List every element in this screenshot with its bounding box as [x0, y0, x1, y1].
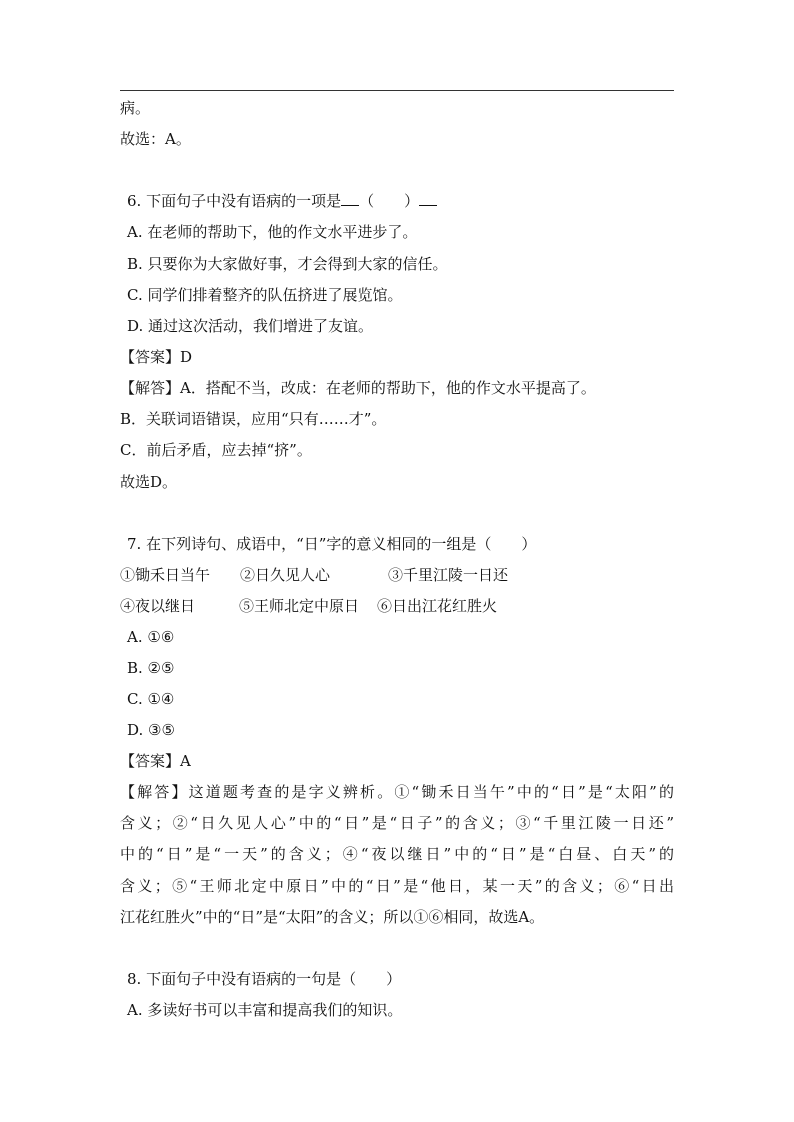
q8-option-a: A. 多读好书可以丰富和提高我们的知识。	[127, 1001, 403, 1019]
q6-result: 故选D。	[120, 473, 178, 491]
q6-blank-right	[419, 191, 437, 206]
q7-analysis-1: 【解答】这道题考查的是字义辨析。①“锄禾日当午”中的“日”是“太阳”的	[120, 783, 674, 801]
q6-answer: 【答案】D	[120, 348, 193, 366]
q8-stem: 8. 下面句子中没有语病的一句是（ ）	[127, 970, 402, 988]
q7-items-row-2	[120, 596, 680, 616]
q7-option-c: C. ①④	[127, 690, 175, 708]
q7-answer: 【答案】A	[120, 752, 191, 770]
q7-item-4: ④夜以继日	[120, 597, 196, 615]
q7-analysis-5: 江花红胜火”中的“日”是“太阳”的含义；所以①⑥相同，故选A。	[120, 908, 545, 926]
prev-result: 故选：A。	[120, 130, 191, 148]
q6-option-c: C. 同学们排着整齐的队伍挤进了展览馆。	[127, 286, 403, 304]
q7-option-a: A. ①⑥	[127, 628, 175, 646]
q6-option-d: D. 通过这次活动，我们增进了友谊。	[127, 317, 374, 335]
q7-item-6: ⑥日出江花红胜火	[377, 597, 498, 615]
q7-stem: 7. 在下列诗句、成语中，“日”字的意义相同的一组是（ ）	[127, 535, 537, 553]
q7-analysis-4: 含义；⑤“王师北定中原日”中的“日”是“他日，某一天”的含义；⑥“日出	[120, 877, 674, 895]
q6-option-a: A. 在老师的帮助下，他的作文水平进步了。	[127, 223, 418, 241]
q7-option-d: D. ③⑤	[127, 721, 175, 739]
header-rule	[120, 90, 674, 91]
q7-item-5: ⑤王师北定中原日	[239, 597, 360, 615]
q7-item-2: ②日久见人心	[240, 566, 331, 584]
q7-items-row-1	[120, 565, 680, 585]
q6-option-b: B. 只要你为大家做好事，才会得到大家的信任。	[127, 255, 448, 273]
q6-paren: （ ）	[359, 192, 420, 210]
q7-item-3: ③千里江陵一日还	[388, 566, 509, 584]
prev-answer-tail: 病。	[120, 99, 151, 117]
q6-stem	[127, 191, 687, 211]
q6-stem-text: 6. 下面句子中没有语病的一项是	[127, 192, 342, 210]
q7-option-b: B. ②⑤	[127, 659, 175, 677]
q6-analysis-3: C．前后矛盾，应去掉“挤”。	[120, 441, 312, 459]
q6-blank-left	[341, 191, 359, 206]
q6-analysis-2: B．关联词语错误，应用“只有……才”。	[120, 410, 387, 428]
q6-analysis-1: 【解答】A．搭配不当，改成：在老师的帮助下，他的作文水平提高了。	[120, 379, 596, 397]
q7-analysis-2: 含义；②“日久见人心”中的“日”是“日子”的含义；③“千里江陵一日还”	[120, 814, 674, 832]
q7-analysis-3: 中的“日”是“一天”的含义；④“夜以继日”中的“日”是“白昼、白天”的	[120, 845, 674, 863]
q7-item-1: ①锄禾日当午	[120, 566, 211, 584]
